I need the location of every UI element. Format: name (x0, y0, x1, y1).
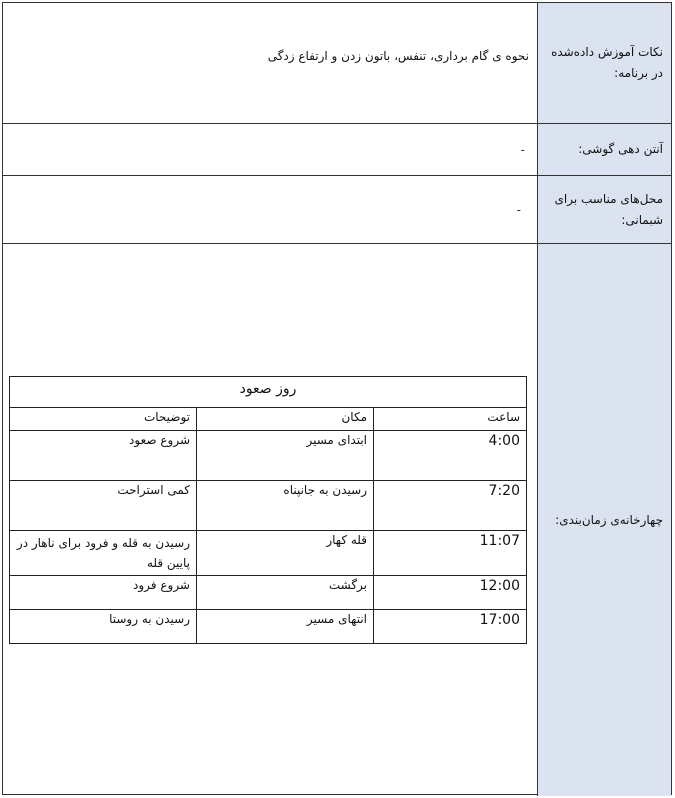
time-cell: 7:20 (374, 481, 527, 531)
camping-spots-value: - (516, 202, 521, 217)
row-phone-signal (3, 124, 671, 176)
header-time: ساعت (374, 408, 527, 431)
table-row (10, 610, 527, 644)
time-cell: 11:07 (374, 531, 527, 576)
row-timetable (3, 244, 671, 796)
table-row (10, 431, 527, 481)
place-cell: قله کهار (197, 531, 374, 576)
header-notes: توضیحات (10, 408, 197, 431)
notes-cell: شروع فرود (10, 576, 197, 610)
schedule-title: روز صعود (10, 377, 527, 408)
place-cell: انتهای مسیر (197, 610, 374, 644)
table-row (10, 531, 527, 576)
row-camping-spots (3, 176, 671, 244)
place-cell: برگشت (197, 576, 374, 610)
notes-cell: کمی استراحت (10, 481, 197, 531)
camping-spots-label: محل‌های مناسب برای شبمانی: (537, 176, 671, 243)
time-cell: 12:00 (374, 576, 527, 610)
camping-spots-value-cell (3, 176, 537, 243)
training-notes-label: نکات آموزش داده‌شده در برنامه: (537, 3, 671, 123)
table-row (10, 576, 527, 610)
row-training-notes (3, 3, 671, 124)
training-notes-value-cell (3, 3, 537, 123)
timetable-label: چهارخانه‌ی زمان‌بندی: (537, 244, 671, 796)
phone-signal-value-cell (3, 124, 537, 175)
schedule-table (9, 376, 527, 644)
table-row (10, 481, 527, 531)
place-cell: ابتدای مسیر (197, 431, 374, 481)
schedule-header-row (10, 408, 527, 431)
time-cell: 4:00 (374, 431, 527, 481)
header-place: مکان (197, 408, 374, 431)
time-cell: 17:00 (374, 610, 527, 644)
form-table (2, 2, 672, 795)
training-notes-value: نحوه ی گام برداری، تنفس، باتون زدن و ارتفاع زدگی (267, 49, 529, 63)
phone-signal-label: آنتن دهی گوشی: (537, 124, 671, 175)
place-cell: رسیدن به جانپناه (197, 481, 374, 531)
notes-cell: شروع صعود (10, 431, 197, 481)
notes-cell: رسیدن به قله و فرود برای ناهار در پایین قله (10, 531, 197, 576)
timetable-value-cell (3, 244, 537, 796)
notes-cell: رسیدن به روستا (10, 610, 197, 644)
phone-signal-value: - (520, 142, 525, 157)
